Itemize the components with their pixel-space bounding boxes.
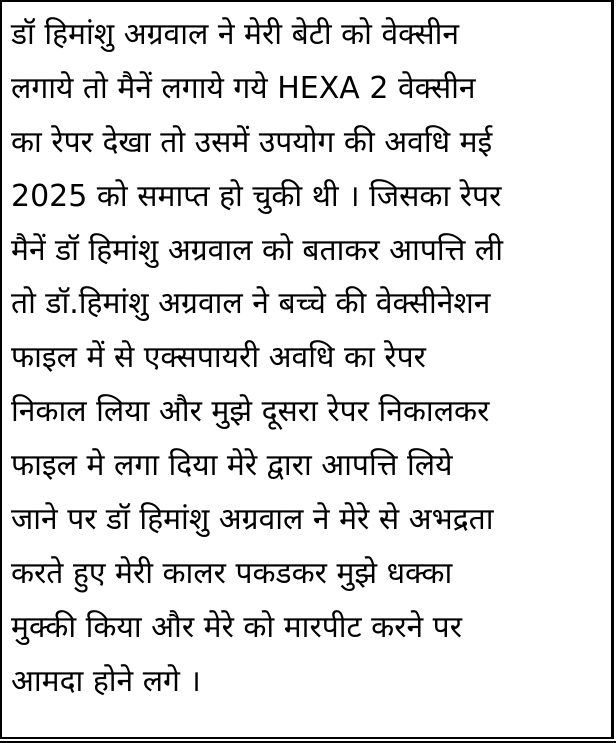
text-line-1: डॉ हिमांशु अग्रवाल ने मेरी बेटी को वेक्सीन — [11, 17, 460, 52]
text-line-11: करते हुए मेरी कालर पकडकर मुझे धक्का — [11, 555, 453, 591]
text-line-6: तो डॉ.हिमांशु अग्रवाल ने बच्चे की वेक्सीनेशन — [11, 286, 491, 322]
text-line-2: लगाये तो मैनें लगाये गये HEXA 2 वेक्सीन — [11, 70, 476, 106]
text-line-7: फाइल में से एक्सपायरी अवधि का रेपर — [11, 340, 426, 376]
text-line-13: आमदा होने लगे । — [11, 663, 201, 699]
text-line-4: 2025 को समाप्त हो चुकी थी । जिसका रेपर — [11, 178, 502, 214]
text-line-5: मैनें डॉ हिमांशु अग्रवाल को बताकर आपत्ति ली — [11, 232, 504, 268]
text-line-9: फाइल मे लगा दिया मेरे द्वारा आपत्ति लिये — [11, 448, 453, 484]
text-line-8: निकाल लिया और मुझे दूसरा रेपर निकालकर — [11, 394, 490, 430]
text-line-12: मुक्की किया और मेरे को मारपीट करने पर — [11, 609, 462, 645]
text-line-3: का रेपर देखा तो उसमें उपयोग की अवधि मई — [11, 124, 493, 160]
document-text — [11, 8, 503, 709]
text-line-10: जाने पर डॉ हिमांशु अग्रवाल ने मेरे से अभद्रता — [11, 502, 494, 538]
